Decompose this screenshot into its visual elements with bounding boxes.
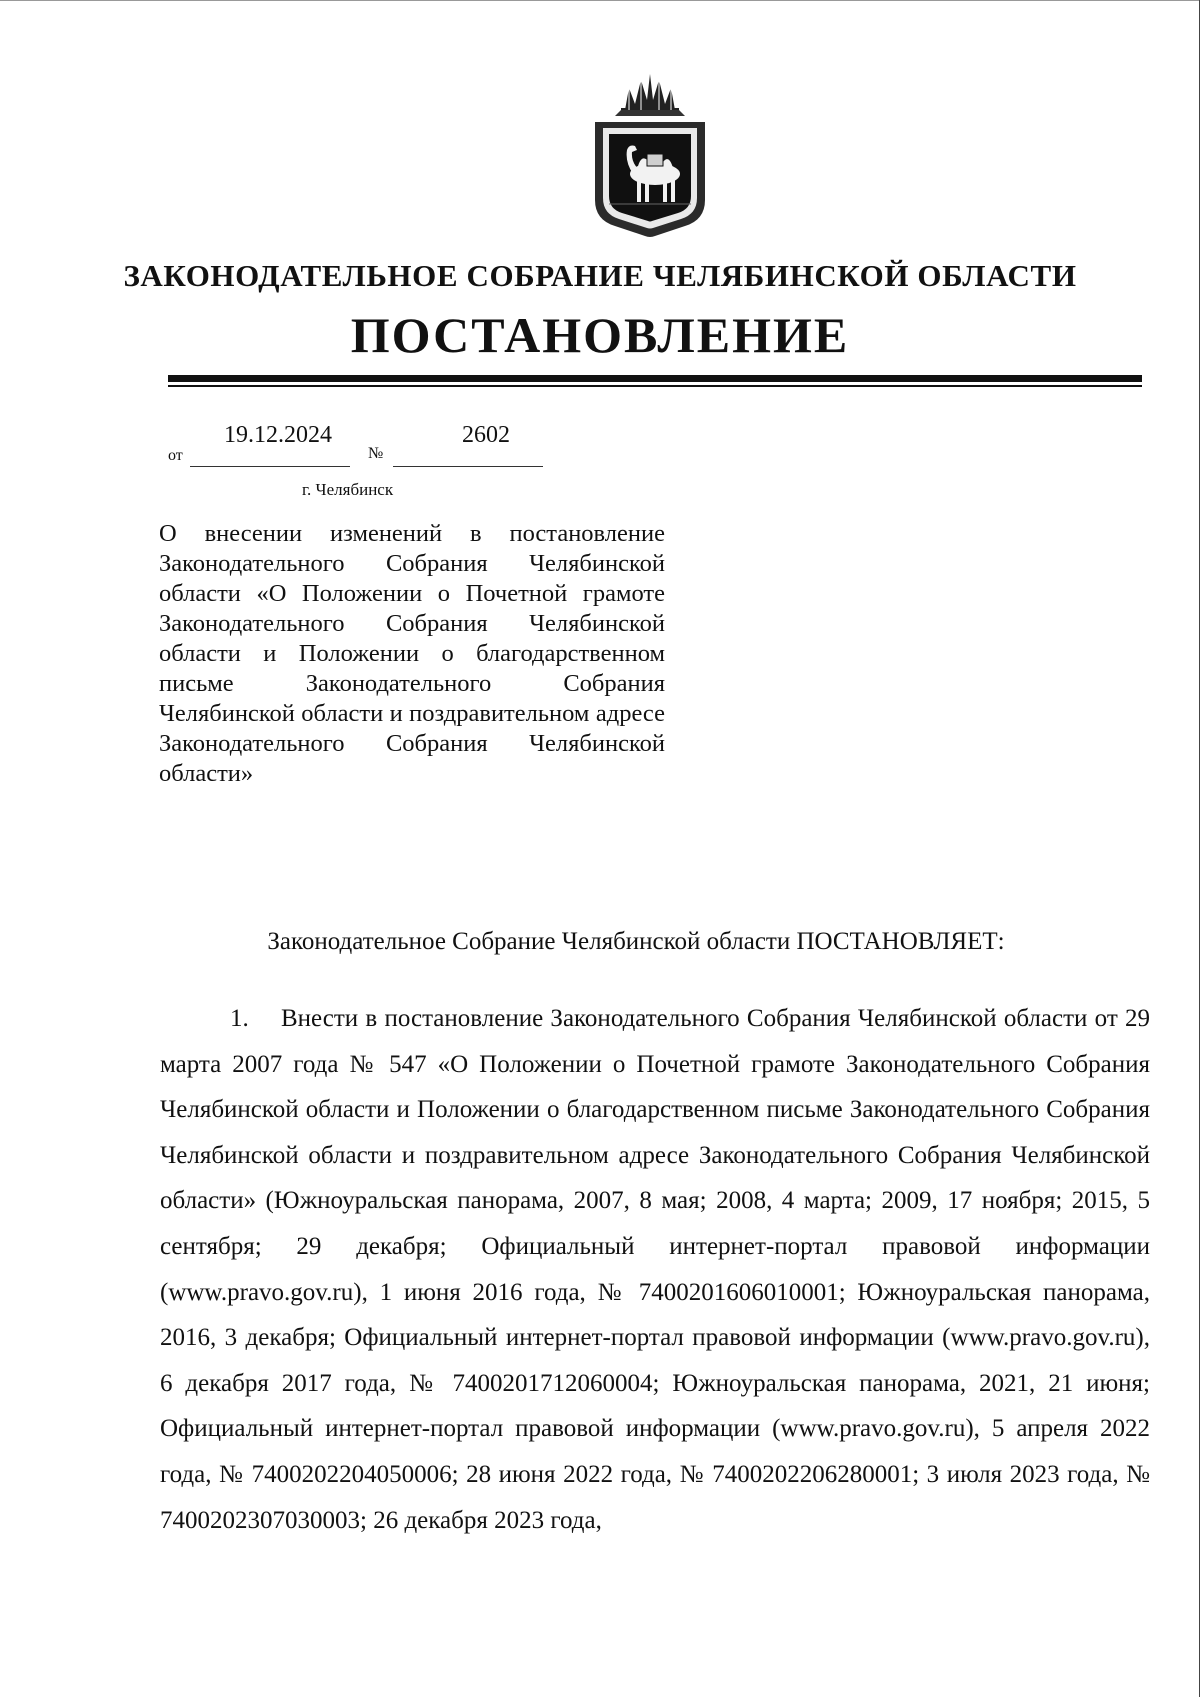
page-top-edge: [0, 0, 1200, 1]
number-underline: [393, 466, 543, 467]
header-rule-thick: [168, 375, 1142, 382]
item-1-text: Внести в постановление Законодательного Собрания Челябинской области от 29 марта 2007 года № 547 «О Положении о Почетной грамоте Законодательного Собрания Челябинской области и Положении о благодарственном письме Законодательного Собрания Челябинской области и поздравительном адресе Законодательного Собрания Челябинской области» (Южноуральская панорама, 2007, 8 мая; 2008, 4 марта; 2009, 17 ноября; 2015, 5 сентября; 29 декабря; Официальный интернет-портал правовой информации (www.pravo.gov.ru), 1 июня 2016 года, № 7400201606010001; Южноуральская панорама, 2016, 3 декабря; Официальный интернет-портал правовой информации (www.pravo.gov.ru), 6 декабря 2017 года, № 7400201712060004; Южноуральская панорама, 2021, 21 июня; Официальный интернет-портал правовой информации (www.pravo.gov.ru), 5 апреля 2022 года, № 7400202204050006; 28 июня 2022 года, № 7400202206280001; 3 июля 2023 года, № 7400202307030003; 26 декабря 2023 года,: [160, 1005, 1150, 1534]
city-label: г. Челябинск: [302, 480, 394, 499]
document-number: 2602: [462, 422, 510, 448]
crown-icon: [615, 74, 685, 116]
document-date: 19.12.2024: [224, 422, 332, 448]
date-prefix: от: [168, 447, 183, 464]
document-type-title: ПОСТАНОВЛЕНИЕ: [350, 307, 850, 363]
header-rule-thin: [168, 385, 1142, 387]
coat-of-arms-emblem: [585, 70, 715, 245]
number-prefix: №: [368, 445, 384, 462]
date-underline: [190, 466, 350, 467]
item-1-paragraph: [160, 996, 1150, 1543]
document-subject: О внесении изменений в постановление Законодательного Собрания Челябинской области «О Положении о Почетной грамоте Законодательного Собрания Челябинской области и Положении о благодарственном письме Законодательного Собрания Челябинской области и поздравительном адресе Законодательного Собрания Челябинской области»: [159, 520, 665, 787]
organization-title: ЗАКОНОДАТЕЛЬНОЕ СОБРАНИЕ ЧЕЛЯБИНСКОЙ ОБЛАСТИ: [123, 258, 1077, 293]
item-1-number: 1.: [230, 1005, 249, 1032]
preamble: Законодательное Собрание Челябинской области ПОСТАНОВЛЯЕТ:: [267, 928, 1005, 955]
